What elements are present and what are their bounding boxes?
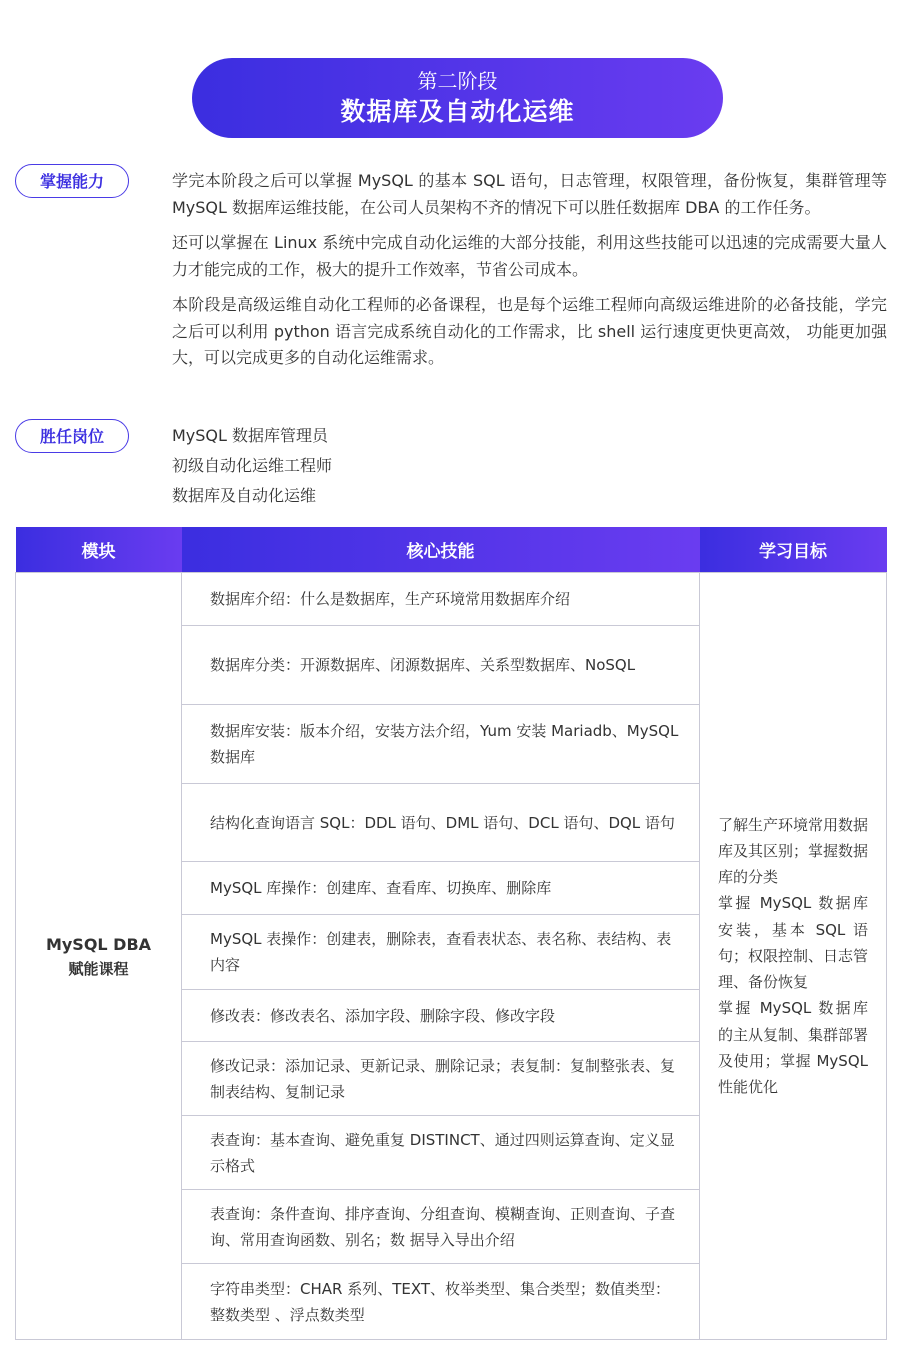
skill-cell: MySQL 库操作：创建库、查看库、切换库、删除库 <box>182 862 700 915</box>
header-skills: 核心技能 <box>182 527 700 573</box>
header-module: 模块 <box>16 527 182 573</box>
ability-paragraph: 还可以掌握在 Linux 系统中完成自动化运维的大部分技能，利用这些技能可以迅速的完成需要大量人力才能完成的工作，极大的提升工作效率，节省公司成本。 <box>172 233 887 279</box>
stage-title: 数据库及自动化运维 <box>340 97 575 126</box>
module-name: MySQL DBA <box>45 935 152 954</box>
ability-paragraph: 学完本阶段之后可以掌握 MySQL 的基本 SQL 语句，日志管理，权限管理，备份恢复，集群管理等 MySQL 数据库运维技能，在公司人员架构不齐的情况下可以胜任数据库 DBA 的工作任务。 <box>172 171 887 217</box>
goal-item: 掌握 MySQL 数据库安装，基本 SQL 语句；权限控制、日志管理、备份恢复 <box>718 894 869 992</box>
skill-cell: 表查询：条件查询、排序查询、分组查询、模糊查询、正则查询、子查询、常用查询函数、别名；数 据导入导出介绍 <box>182 1190 700 1264</box>
stage-banner <box>192 58 723 138</box>
goal-cell <box>700 573 887 1340</box>
goal-item: 了解生产环境常用数据库及其区别；掌握数据库的分类 <box>718 815 869 887</box>
skill-cell: MySQL 表操作：创建表，删除表，查看表状态、表名称、表结构、表内容 <box>182 915 700 990</box>
table-row <box>16 573 887 626</box>
course-table <box>15 527 887 1340</box>
table-header-row <box>16 527 887 573</box>
skill-cell: 修改记录：添加记录、更新记录、删除记录；表复制：复制整张表、复制表结构、复制记录 <box>182 1042 700 1116</box>
jobs-list <box>172 421 332 511</box>
skill-cell: 数据库分类：开源数据库、闭源数据库、关系型数据库、NoSQL <box>182 626 700 705</box>
module-subtitle: 赋能课程 <box>68 960 129 978</box>
skill-cell: 结构化查询语言 SQL：DDL 语句、DML 语句、DCL 语句、DQL 语句 <box>182 784 700 862</box>
skill-cell: 字符串类型：CHAR 系列、TEXT、枚举类型、集合类型；数值类型：整数类型 、浮点数类型 <box>182 1264 700 1340</box>
job-item: MySQL 数据库管理员 <box>172 426 329 445</box>
job-item: 数据库及自动化运维 <box>172 486 317 505</box>
skill-cell: 数据库安装：版本介绍，安装方法介绍，Yum 安装 Mariadb、MySQL 数据库 <box>182 705 700 784</box>
skill-cell: 修改表：修改表名、添加字段、删除字段、修改字段 <box>182 990 700 1042</box>
ability-text <box>172 168 887 381</box>
ability-paragraph: 本阶段是高级运维自动化工程师的必备课程，也是每个运维工程师向高级运维进阶的必备技能，学完之后可以利用 python 语言完成系统自动化的工作需求，比 shell 运行速度更快更高效， 功能更加强大，可以完成更多的自动化运维需求。 <box>172 295 887 367</box>
module-cell <box>16 573 182 1340</box>
ability-pill: 掌握能力 <box>15 164 129 198</box>
header-goals: 学习目标 <box>700 527 887 573</box>
goal-item: 掌握 MySQL 数据库的主从复制、集群部署及使用；掌握 MySQL 性能优化 <box>718 999 869 1096</box>
skill-cell: 表查询：基本查询、避免重复 DISTINCT、通过四则运算查询、定义显示格式 <box>182 1116 700 1190</box>
stage-label: 第二阶段 <box>417 69 498 93</box>
skill-cell: 数据库介绍：什么是数据库，生产环境常用数据库介绍 <box>182 573 700 626</box>
job-item: 初级自动化运维工程师 <box>172 456 333 475</box>
jobs-pill: 胜任岗位 <box>15 419 129 453</box>
